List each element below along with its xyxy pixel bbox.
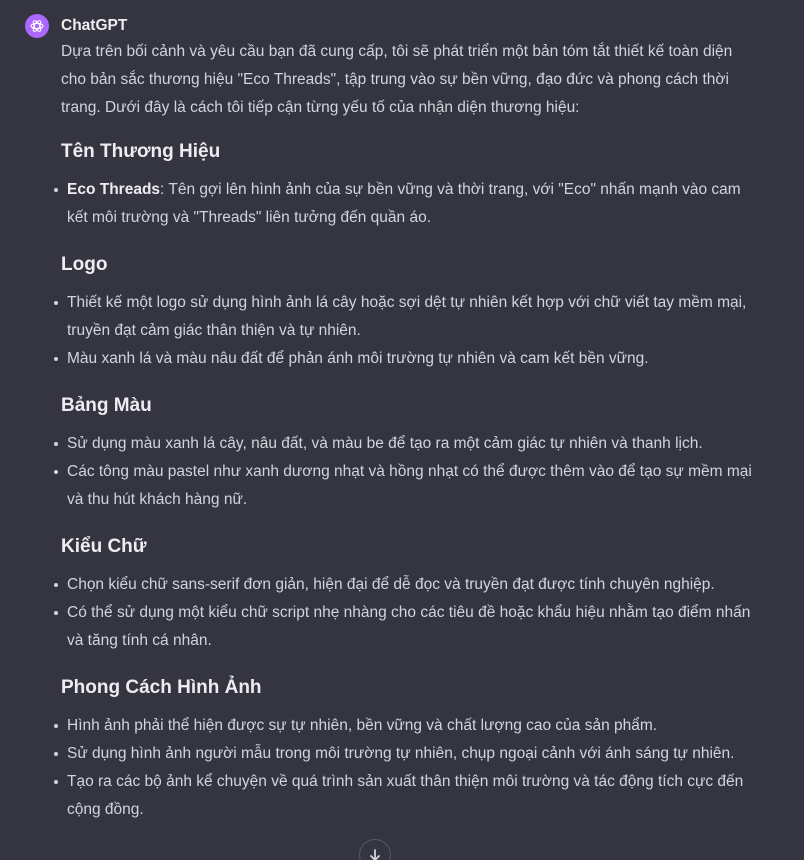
- message-author: ChatGPT: [61, 17, 128, 34]
- list-item-text: : Tên gợi lên hình ảnh của sự bền vững và thời trang, với "Eco" nhấn mạnh vào cam kết môi trường và "Threads" liên tưởng đến quần áo.: [67, 181, 741, 226]
- list-item: Hình ảnh phải thể hiện được sự tự nhiên, bền vững và chất lượng cao của sản phẩm.: [61, 712, 761, 740]
- list-item: Chọn kiểu chữ sans-serif đơn giản, hiện đại để dễ đọc và truyền đạt được tính chuyên nghiệp.: [61, 571, 761, 599]
- list-item: Tạo ra các bộ ảnh kể chuyện về quá trình sản xuất thân thiện môi trường và tác động tích cực đến cộng đồng.: [61, 768, 761, 824]
- section-heading: Tên Thương Hiệu: [61, 141, 221, 162]
- intro-paragraph: Dựa trên bối cảnh và yêu cầu bạn đã cung cấp, tôi sẽ phát triển một bản tóm tắt thiết kế toàn diện cho bản sắc thương hiệu "Eco Threads", tập trung vào sự bền vững, đạo đức và phong cách thời trang. Dưới đây là cách tôi tiếp cận từng yếu tố của nhận diện thương hiệu:: [61, 43, 733, 116]
- list-item: Có thể sử dụng một kiểu chữ script nhẹ nhàng cho các tiêu đề hoặc khẩu hiệu nhằm tạo điểm nhấn và tăng tính cá nhân.: [61, 599, 761, 655]
- openai-logo-icon: [29, 18, 45, 34]
- section-heading: Logo: [61, 254, 108, 275]
- list-item: Sử dụng hình ảnh người mẫu trong môi trường tự nhiên, chụp ngoại cảnh với ánh sáng tự nhiên.: [61, 740, 761, 768]
- chatgpt-avatar: [25, 14, 49, 38]
- list-item: [61, 176, 761, 232]
- list-item: Sử dụng màu xanh lá cây, nâu đất, và màu be để tạo ra một cảm giác tự nhiên và thanh lịch.: [61, 430, 761, 458]
- section-heading: Bảng Màu: [61, 395, 152, 416]
- message-content: [61, 38, 761, 824]
- section-heading: Phong Cách Hình Ảnh: [61, 677, 262, 698]
- list-item: Thiết kế một logo sử dụng hình ảnh lá cây hoặc sợi dệt tự nhiên kết hợp với chữ viết tay mềm mại, truyền đạt cảm giác thân thiện và tự nhiên.: [61, 289, 761, 345]
- bullet-list: [61, 430, 761, 514]
- bullet-list: [61, 571, 761, 655]
- section-heading: Kiểu Chữ: [61, 536, 147, 557]
- bullet-list: [61, 176, 761, 232]
- list-item: Các tông màu pastel như xanh dương nhạt và hồng nhạt có thể được thêm vào để tạo sự mềm mại và thu hút khách hàng nữ.: [61, 458, 761, 514]
- bullet-list: [61, 712, 761, 824]
- arrow-down-icon: [368, 848, 382, 860]
- list-item: Màu xanh lá và màu nâu đất để phản ánh môi trường tự nhiên và cam kết bền vững.: [61, 345, 761, 373]
- brand-name-bold: Eco Threads: [67, 181, 161, 198]
- bullet-list: [61, 289, 761, 373]
- scroll-to-bottom-button[interactable]: [359, 839, 391, 860]
